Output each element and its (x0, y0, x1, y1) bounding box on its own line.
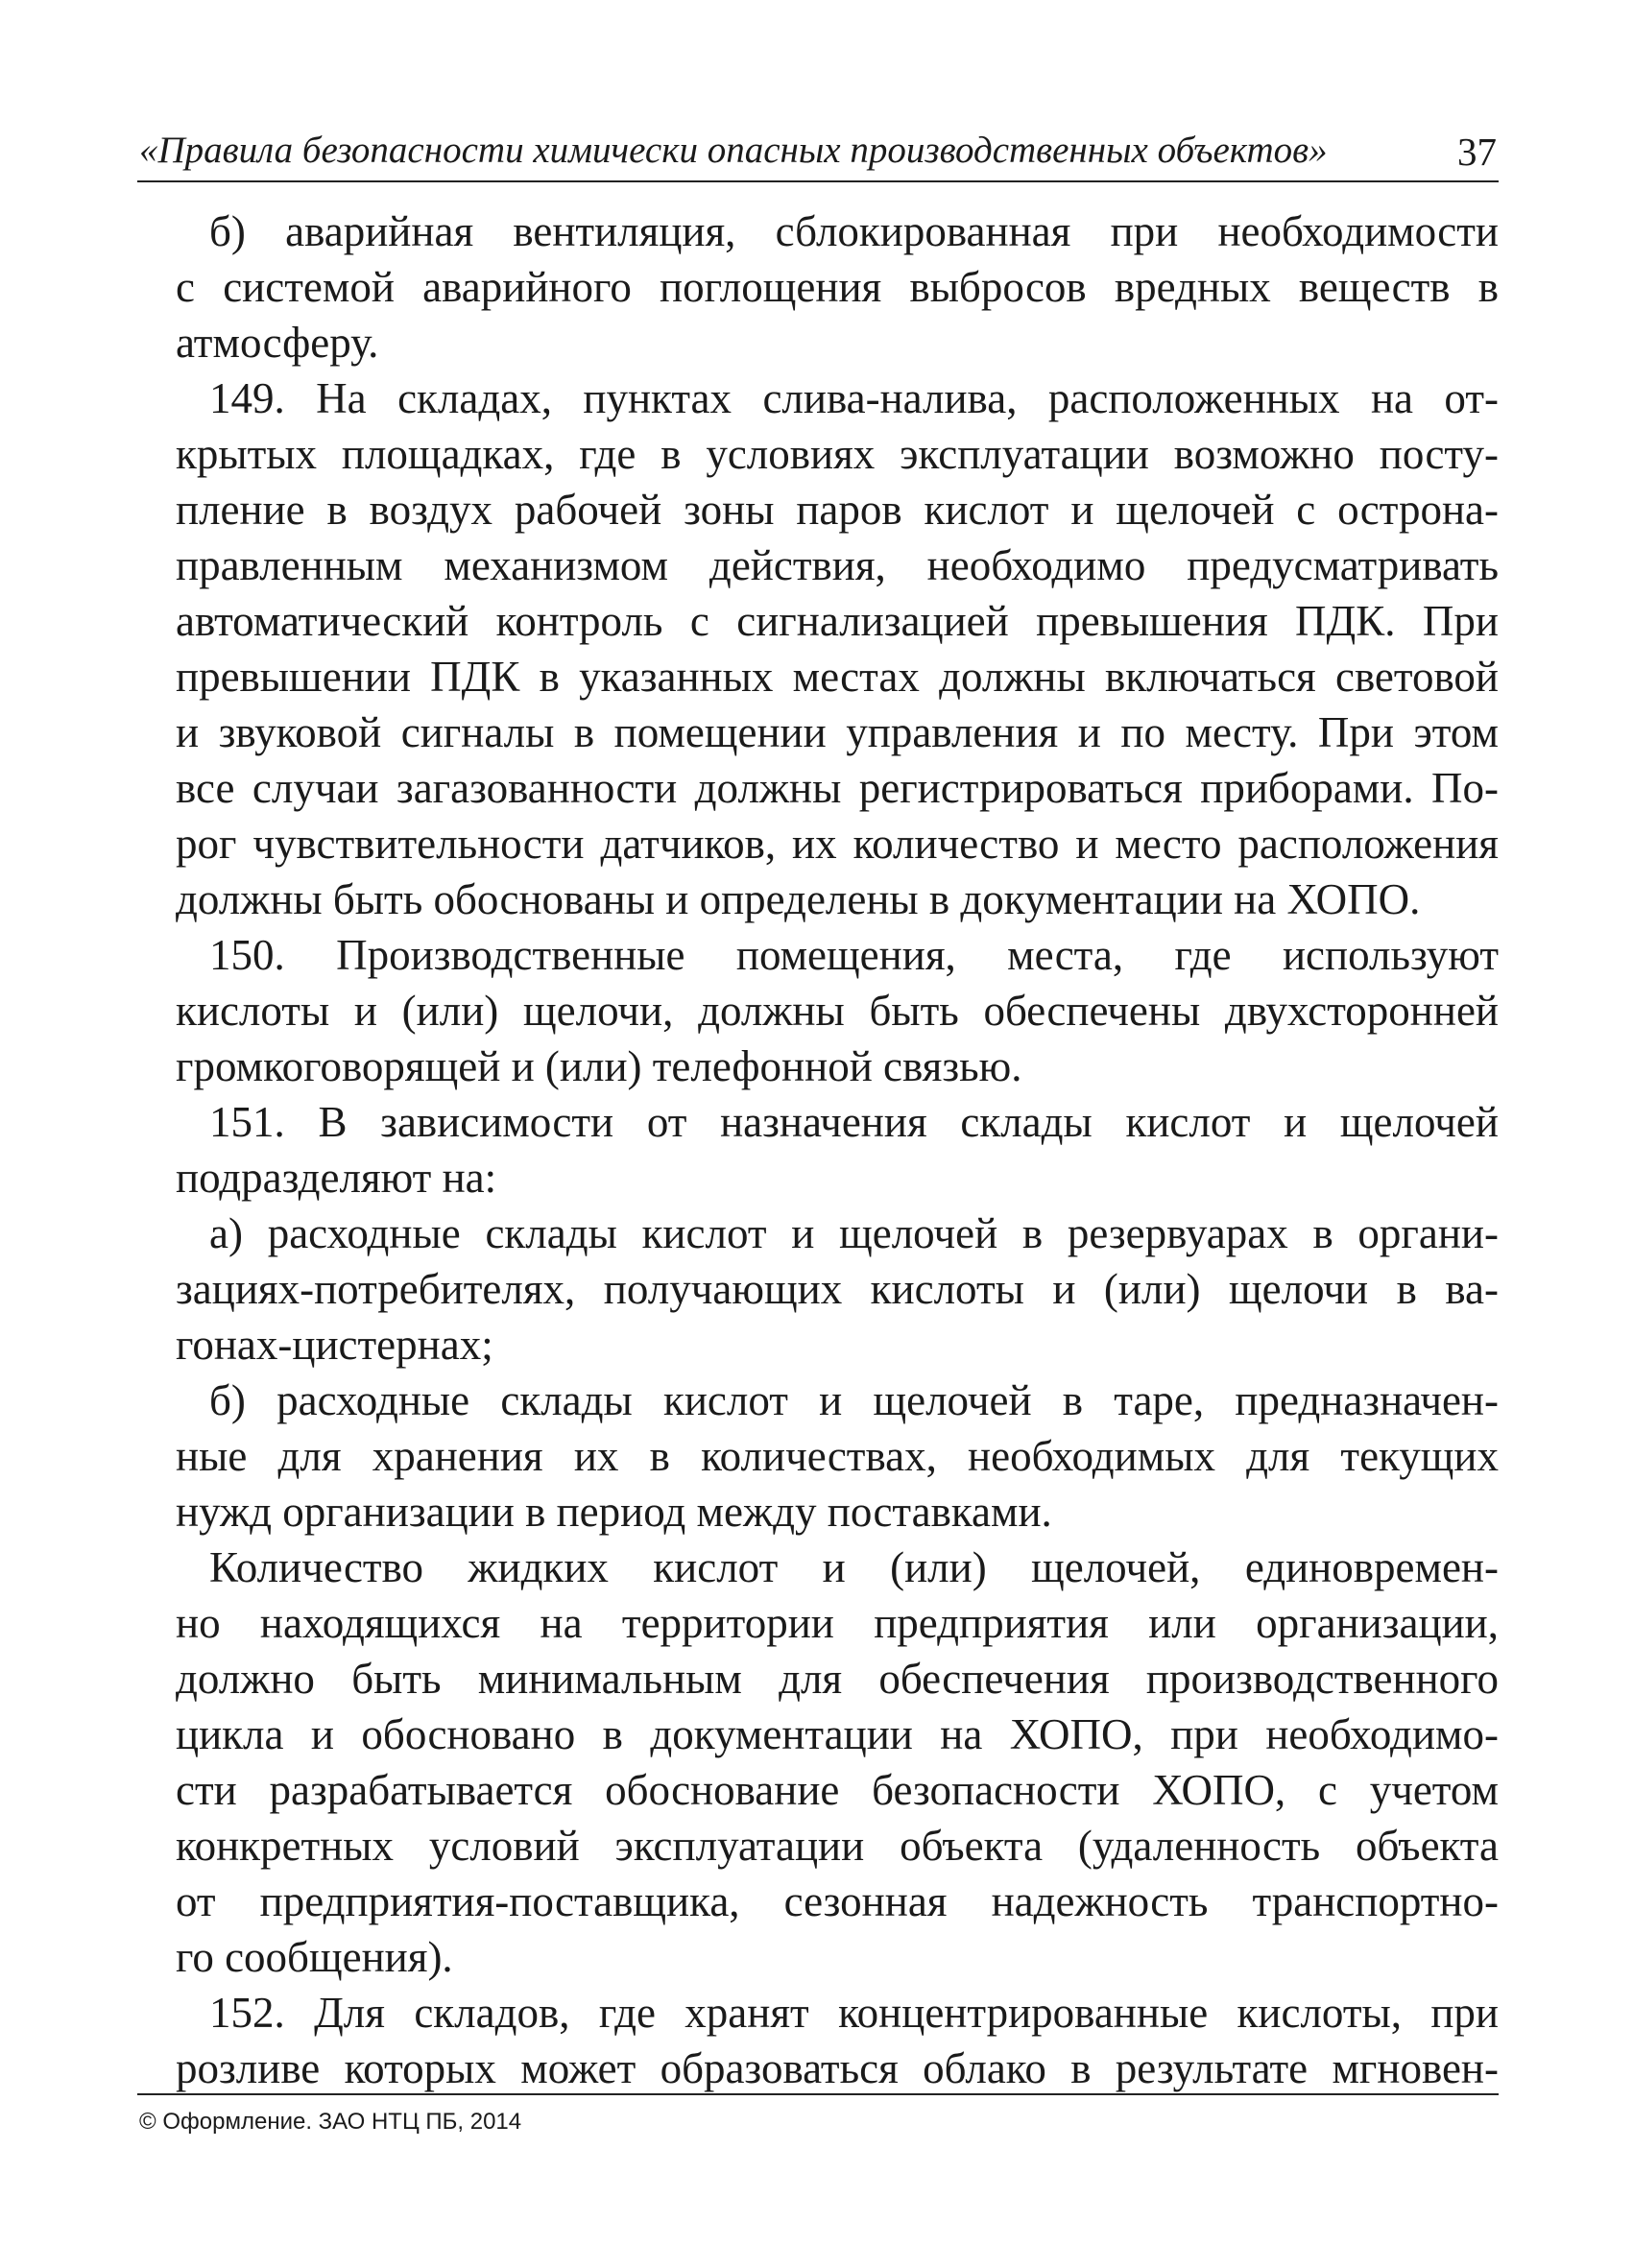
text-line: б) расходные склады кислот и щелочей в таре, предназначен- (209, 1376, 1499, 1424)
page-header (137, 125, 1499, 182)
text-line: атмосферу. (176, 319, 379, 367)
text-line: Количество жидких кислот и (или) щелочей, единовремен- (209, 1543, 1499, 1591)
text-body (176, 203, 1499, 2096)
text-line: с системой аварийного поглощения выбросов вредных веществ в (176, 263, 1499, 311)
text-line: превышении ПДК в указанных местах должны включаться световой (176, 653, 1499, 701)
text-line: 151. В зависимости от назначения склады кислот и щелочей (209, 1098, 1499, 1146)
text-line: но находящихся на территории предприятия или организации, (176, 1599, 1499, 1647)
text-line: го сообщения). (176, 1933, 453, 1981)
page-number: 37 (1457, 130, 1497, 174)
text-line: 152. Для складов, где хранят концентрированные кислоты, при (209, 1989, 1499, 2037)
text-line: 150. Производственные помещения, места, где используют (209, 931, 1499, 979)
text-line: должны быть обоснованы и определены в документации на ХОПО. (176, 875, 1421, 923)
text-line: сти разрабатывается обоснование безопасности ХОПО, с учетом (176, 1766, 1499, 1814)
text-line: гонах-цистернах; (176, 1321, 493, 1369)
text-line: должно быть минимальным для обеспечения производственного (176, 1655, 1499, 1703)
text-line: нужд организации в период между поставками. (176, 1488, 1052, 1536)
text-line: автоматический контроль с сигнализацией превышения ПДК. При (176, 597, 1499, 645)
text-line: пление в воздух рабочей зоны паров кислот и щелочей с острона- (176, 486, 1499, 534)
text-line: от предприятия-поставщика, сезонная надежность транспортно- (176, 1877, 1499, 1925)
text-line: а) расходные склады кислот и щелочей в резервуарах в органи- (209, 1209, 1499, 1257)
text-line: все случаи загазованности должны регистрироваться приборами. По- (176, 764, 1499, 812)
text-line: ные для хранения их в количествах, необходимых для текущих (176, 1432, 1499, 1480)
text-line: рог чувствительности датчиков, их количество и место расположения (176, 820, 1499, 868)
text-line: розливе которых может образоваться облако в результате мгновен- (176, 2044, 1499, 2092)
text-line: правленным механизмом действия, необходимо предусматривать (176, 541, 1499, 589)
text-line: 149. На складах, пунктах слива-налива, расположенных на от- (209, 374, 1499, 422)
text-line: кислоты и (или) щелочи, должны быть обеспечены двухсторонней (176, 987, 1499, 1035)
page-footer (137, 2093, 1499, 2135)
text-line: громкоговорящей и (или) телефонной связью. (176, 1042, 1022, 1090)
text-line: б) аварийная вентиляция, сблокированная при необходимости (209, 207, 1499, 255)
text-line: подразделяют на: (176, 1154, 497, 1202)
text-line: цикла и обосновано в документации на ХОПО, при необходимо- (176, 1710, 1499, 1758)
text-line: крытых площадках, где в условиях эксплуатации возможно посту- (176, 430, 1499, 478)
copyright-notice: © Оформление. ЗАО НТЦ ПБ, 2014 (139, 2109, 522, 2135)
text-line: и звуковой сигналы в помещении управления и по месту. При этом (176, 708, 1499, 756)
text-line: конкретных условий эксплуатации объекта (удаленность объекта (176, 1822, 1499, 1870)
running-title: «Правила безопасности химически опасных производственных объектов» (139, 130, 1328, 171)
text-line: зациях-потребителях, получающих кислоты и (или) щелочи в ва- (176, 1265, 1499, 1313)
